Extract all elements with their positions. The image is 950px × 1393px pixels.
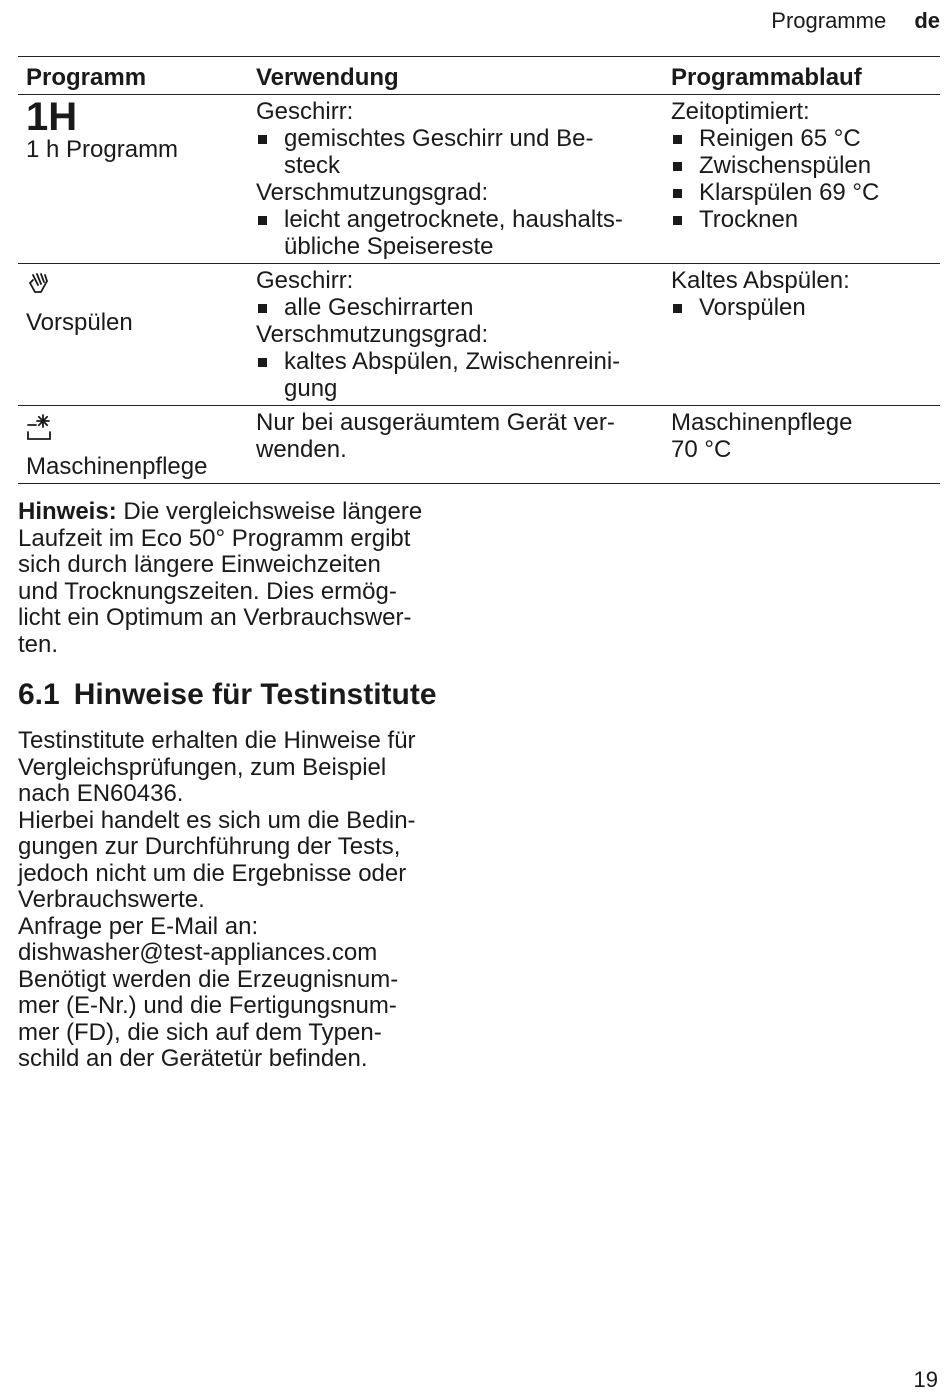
usage-list — [256, 206, 655, 260]
sequence-list — [671, 125, 932, 233]
note-text: Die vergleichsweise längere Laufzeit im Eco 50° Programm ergibt sich durch längere Einweichzeiten und Trocknungszeiten. Dies ermög- licht ein Optimum an Verbrauchswer- ten. — [18, 498, 423, 658]
list-item: gemischtes Geschirr und Be- steck — [256, 125, 655, 179]
list-item: Vorspülen — [671, 294, 932, 321]
1h-icon: 1H — [26, 95, 78, 139]
section-title: Hinweise für Testinstitute — [73, 678, 437, 711]
section-paragraph: Testinstitute erhalten die Hinweise für Vergleichsprüfungen, zum Beispiel nach EN60436. — [18, 727, 416, 807]
program-cell — [18, 406, 248, 484]
usage-cell — [248, 264, 663, 406]
page-header — [771, 8, 940, 34]
program-table — [18, 56, 940, 484]
usage-label: Verschmutzungsgrad: — [256, 321, 489, 348]
table-row — [18, 95, 940, 264]
usage-cell — [248, 95, 663, 264]
list-item: Reinigen 65 °C — [671, 125, 932, 152]
section-body — [18, 728, 458, 1073]
list-item: kaltes Abspülen, Zwischenreini- gung — [256, 348, 655, 402]
list-item: Klarspülen 69 °C — [671, 179, 932, 206]
header-section-title: Programme — [771, 8, 887, 33]
sequence-cell — [663, 95, 940, 264]
table-row — [18, 264, 940, 406]
usage-label: Verschmutzungsgrad: — [256, 179, 489, 206]
note-paragraph — [18, 499, 458, 658]
sequence-label: Kaltes Abspülen: — [671, 267, 850, 294]
list-item: alle Geschirrarten — [256, 294, 655, 321]
note-label: Hinweis: — [18, 498, 117, 525]
section-paragraph: Anfrage per E-Mail an: dishwasher@test-appliances.com — [18, 912, 378, 966]
usage-label: Geschirr: — [256, 98, 354, 125]
table-row — [18, 406, 940, 484]
usage-cell — [248, 406, 663, 484]
sequence-cell — [663, 264, 940, 406]
list-item: Zwischenspülen — [671, 152, 932, 179]
program-name: Vorspülen — [26, 309, 133, 336]
table-header-row — [18, 57, 940, 95]
program-cell — [18, 264, 248, 406]
program-name: 1 h Programm — [26, 136, 179, 163]
usage-list — [256, 125, 655, 179]
usage-list — [256, 294, 655, 321]
sequence-cell — [663, 406, 940, 484]
sequence-text: Maschinenpflege 70 °C — [671, 409, 853, 463]
list-item: Trocknen — [671, 206, 932, 233]
usage-label: Geschirr: — [256, 267, 354, 294]
sequence-label: Zeitoptimiert: — [671, 98, 810, 125]
sequence-list — [671, 294, 932, 321]
usage-text: Nur bei ausgeräumtem Gerät ver- wenden. — [256, 409, 615, 463]
column-header-programm: Programm — [18, 57, 248, 95]
program-name: Maschinenpflege — [26, 453, 208, 480]
usage-list — [256, 348, 655, 402]
header-language: de — [914, 8, 940, 33]
page-number: 19 — [913, 1367, 938, 1392]
pre-rinse-hand-icon — [26, 271, 240, 303]
column-header-verwendung: Verwendung — [248, 57, 663, 95]
section-paragraph: Benötigt werden die Erzeugnisnum- mer (E-Nr.) und die Fertigungsnum- mer (FD), die sich auf dem Typen- schild an der Gerätetür befinden. — [18, 965, 399, 1072]
section-paragraph: Hierbei handelt es sich um die Bedin- gungen zur Durchführung der Tests, jedoch nicht um die Ergebnisse oder Verbrauchswerte. — [18, 806, 416, 913]
machine-care-icon — [26, 413, 240, 447]
section-heading — [18, 678, 437, 712]
section-number: 6.1 — [18, 678, 60, 711]
column-header-programmablauf: Programmablauf — [663, 57, 940, 95]
list-item: leicht angetrocknete, haushalts- übliche Speisereste — [256, 206, 655, 260]
program-cell — [18, 95, 248, 264]
